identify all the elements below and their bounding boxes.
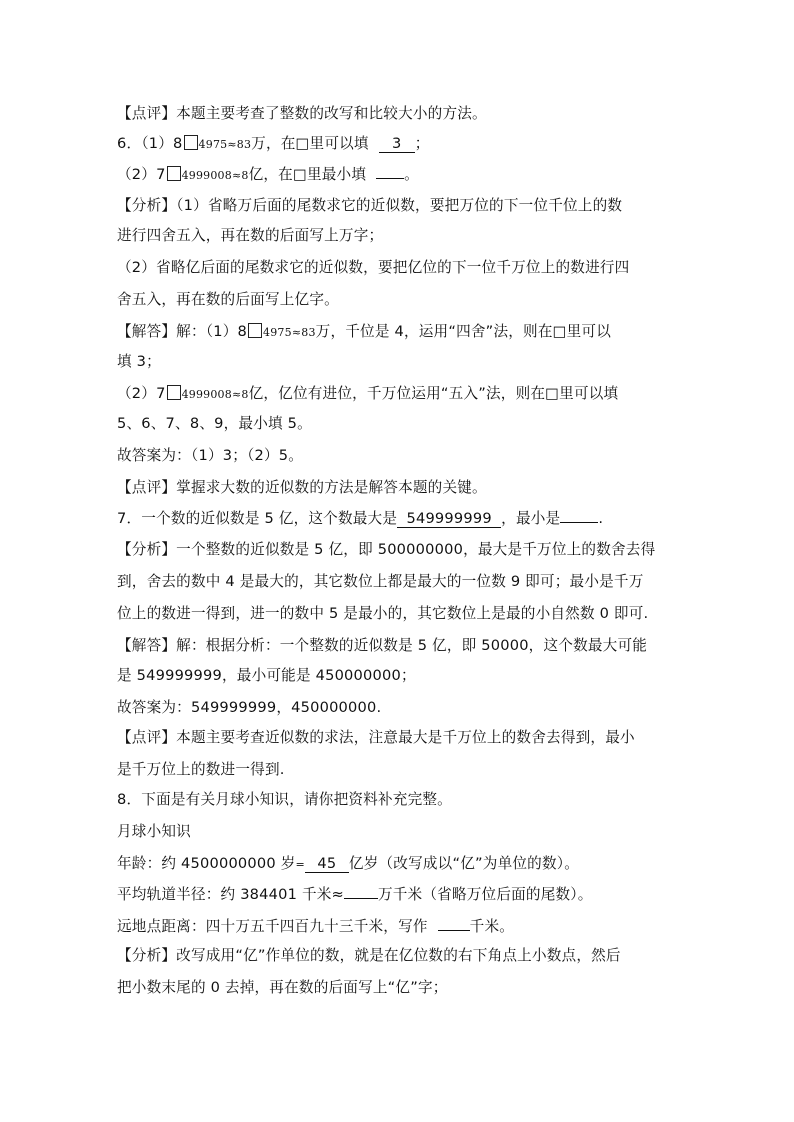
comment-text: 是千万位上的数进一得到. (117, 761, 285, 778)
moon-age-text-2: 亿岁（改写成以“亿”为单位的数）。 (348, 855, 580, 872)
analysis-text: 【分析】改写成用“亿”作单位的数，就是在亿位数的右下角点上小数点，然后 (117, 947, 621, 964)
moon-apogee-text: 远地点距离：四十万五千四百九十三千米，写作 (117, 918, 428, 935)
blank-square-icon (184, 135, 198, 150)
q6-2-number: （2）7 (117, 166, 166, 183)
comment-5-text: 【点评】本题主要考查了整数的改写和比较大小的方法。 (117, 105, 487, 122)
answer-2-number: （2）7 (117, 385, 166, 402)
comment-7-line-2 (117, 760, 285, 780)
analysis-8-line-1 (117, 946, 621, 966)
moon-age-answer: 45 (305, 856, 349, 873)
answer-label: 【解答】解：（1）8 (117, 323, 248, 340)
question-8 (117, 790, 452, 810)
q6-number: 6．（1）8 (117, 135, 183, 152)
q6-2-digits: 4999008 (181, 169, 232, 182)
answer-6-line-4 (117, 414, 312, 434)
analysis-7-line-2 (117, 572, 644, 592)
analysis-text: 进行四舍五入，再在数的后面写上万字； (117, 227, 384, 244)
moon-apogee (117, 916, 514, 937)
blank-square-icon (167, 385, 181, 400)
comment-text: 【点评】掌握求大数的近似数的方法是解答本题的关键。 (117, 479, 487, 496)
q7-answer-min-blank (560, 508, 598, 523)
answer-text: 是 549999999，最小可能是 450000000； (117, 667, 416, 684)
q7-period: . (598, 510, 604, 527)
final-answer-text: 故答案为：549999999，450000000. (117, 699, 382, 716)
q6-2-text: 亿，在□里最小填 (248, 166, 367, 183)
q6-semicolon: ； (414, 135, 430, 152)
q6-digits: 4975 (198, 138, 228, 151)
analysis-7-line-1 (117, 540, 655, 560)
q7-answer-max: 549999999 (397, 511, 501, 528)
answer-7-line-2 (117, 666, 416, 686)
analysis-7-line-3 (117, 604, 648, 624)
analysis-6-line-1 (117, 196, 622, 216)
comment-6 (117, 478, 487, 498)
answer-digits: 4975 (263, 326, 292, 339)
q6-text: 万，在□里可以填 (251, 135, 369, 152)
q7-text-2: ，最小是 (501, 510, 561, 527)
analysis-text: 舍五入，再在数的后面写上亿字。 (117, 291, 339, 308)
moon-facts-title-text: 月球小知识 (117, 823, 191, 840)
comment-text: 【点评】本题主要考查近似数的求法，注意最大是千万位上的数舍去得到，最小 (117, 729, 635, 746)
analysis-6-line-4 (117, 290, 339, 310)
q8-text: 8．下面是有关月球小知识，请你把资料补充完整。 (117, 791, 452, 808)
answer-text: 【解答】解：根据分析：一个整数的近似数是 5 亿，即 50000，这个数最大可能 (117, 637, 648, 654)
blank-square-icon (167, 166, 181, 181)
answer-2-digits: 4999008 (181, 388, 232, 401)
answer-text: 万，千位是 4，运用“四舍”法，则在□里可以 (315, 323, 611, 340)
analysis-text: 到，舍去的数中 4 是最大的，其它数位上都是最大的一位数 9 即可；最小是千万 (117, 573, 644, 590)
moon-age-text: 年龄：约 4500000000 岁 (117, 855, 296, 872)
answer-text: 5、6、7、8、9，最小填 5。 (117, 415, 312, 432)
final-answer-6 (117, 446, 303, 466)
moon-apogee-blank (438, 916, 470, 931)
moon-facts-title (117, 822, 191, 842)
q6-2-period: 。 (404, 166, 419, 183)
moon-orbit-text: 平均轨道半径：约 384401 千米≈ (117, 886, 344, 903)
analysis-text: 把小数末尾的 0 去掉，再在数的后面写上“亿”字； (117, 979, 448, 996)
question-6-part-2 (117, 164, 419, 186)
analysis-text: 【分析】一个整数的近似数是 5 亿，即 500000000，最大是千万位上的数舍去得 (117, 541, 656, 558)
answer-approx: ≈83 (291, 326, 316, 339)
moon-orbit-blank (344, 884, 378, 899)
answer-2-approx: ≈8 (231, 388, 249, 401)
comment-7-line-1 (117, 728, 635, 748)
analysis-8-line-2 (117, 978, 448, 998)
answer-6-line-1 (117, 322, 611, 343)
q6-answer-2-blank (376, 164, 404, 179)
blank-square-icon (248, 323, 262, 338)
analysis-text: （2）省略亿后面的尾数求它的近似数，要把亿位的下一位千万位上的数进行四 (117, 259, 630, 276)
moon-age (117, 854, 579, 875)
question-6-part-1 (117, 134, 430, 155)
q6-approx: ≈83 (227, 138, 252, 151)
moon-orbit-radius (117, 884, 593, 905)
analysis-6-line-3 (117, 258, 629, 278)
answer-2-text: 亿，亿位有进位，千万位运用“五入”法，则在□里可以填 (248, 385, 619, 402)
equals-sign: = (295, 858, 305, 871)
final-answer-text: 故答案为：（1）3；（2）5。 (117, 447, 304, 464)
q6-2-approx: ≈8 (231, 169, 249, 182)
analysis-text: 【分析】（1）省略万后面的尾数求它的近似数，要把万位的下一位千位上的数 (117, 197, 623, 214)
answer-6-line-3 (117, 384, 618, 405)
comment-5 (117, 104, 487, 124)
final-answer-7 (117, 698, 381, 718)
answer-text: 填 3； (117, 353, 161, 370)
analysis-text: 位上的数进一得到，进一的数中 5 是最小的，其它数位上是最的小自然数 0 即可. (117, 605, 649, 622)
q7-text: 7．一个数的近似数是 5 亿，这个数最大是 (117, 510, 398, 527)
answer-7-line-1 (117, 636, 647, 656)
answer-6-line-2 (117, 352, 161, 372)
analysis-6-line-2 (117, 226, 383, 246)
q6-answer-1: 3 (379, 136, 415, 153)
moon-orbit-text-2: 万千米（省略万位后面的尾数）。 (377, 886, 593, 903)
question-7 (117, 508, 603, 529)
moon-apogee-text-2: 千米。 (469, 918, 515, 935)
